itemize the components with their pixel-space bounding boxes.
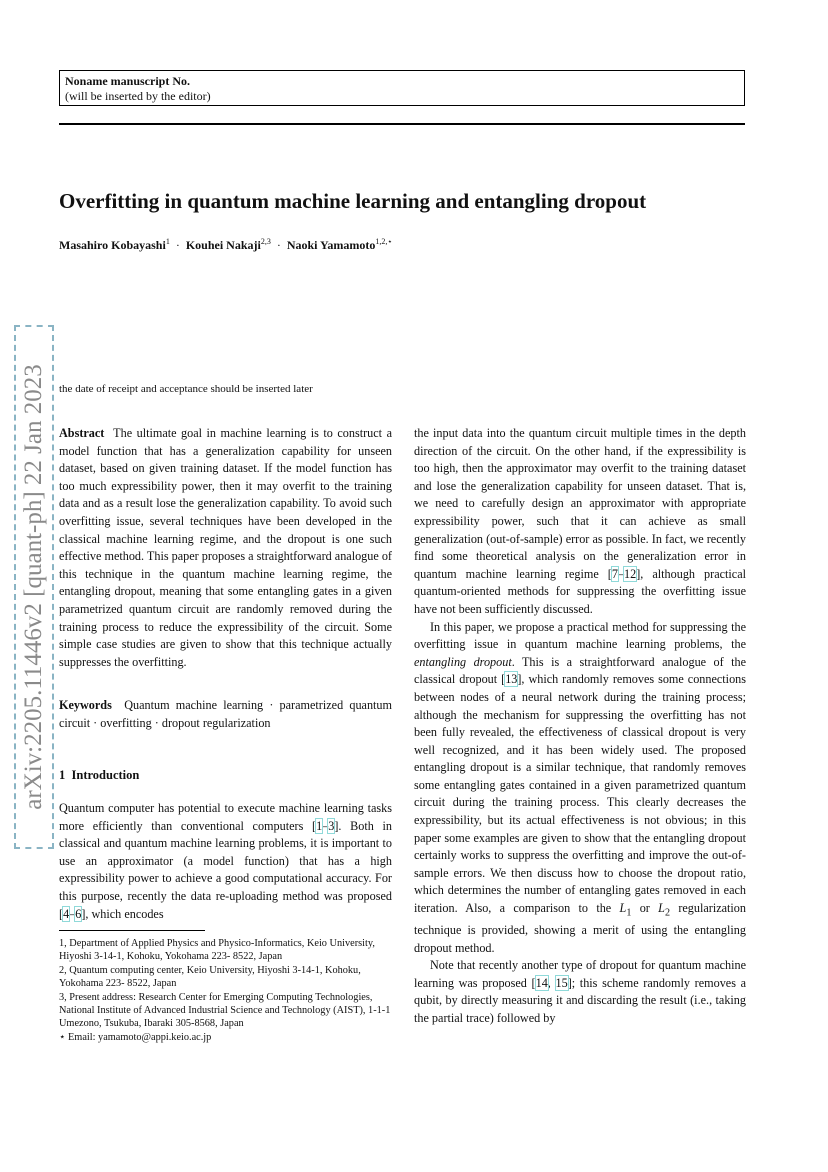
author-separator: · [175,238,180,252]
author-name: Masahiro Kobayashi [59,238,166,252]
body-text: ], although practical quantum-oriented methods for suppressing the overfitting issue have not been sufficiently discussed. [414,566,746,616]
affiliation-mark: 2,3 [260,237,271,246]
body-text: In this paper, we propose a practical method for suppressing the overfitting issue in quantum machine learning problems, the [414,619,746,652]
citation-link[interactable]: 3 [328,818,335,833]
arxiv-identifier[interactable]: arXiv:2205.11446v2 [quant-ph] 22 Jan 2023 [20,364,47,810]
math-subscript: 1 [626,907,632,919]
footnote-email: ⋆ Email: yamamoto@appi.keio.ac.jp [59,1031,212,1043]
author-name: Kouhei Nakaji [185,238,261,252]
intro-paragraph [59,800,392,923]
manuscript-number: Noname manuscript No. [65,74,190,88]
arxiv-stamp[interactable] [14,325,54,849]
body-text: Quantum computer has potential to execute machine learning tasks more efficiently than conventional computers [ [59,801,392,833]
section-number: 1 [59,768,66,782]
abstract-label: Abstract [59,426,105,440]
citation-link[interactable]: 13 [505,672,518,687]
body-text: – [617,566,625,581]
header-rule [59,123,745,125]
footnote-rule [59,930,205,931]
affiliation-mark: 1,2,⋆ [375,237,393,246]
math-symbol: L [619,901,627,916]
paragraph [414,425,746,619]
keywords-text: Quantum machine learning · parametrized quantum circuit · overfitting · dropout regularization [59,698,392,730]
editor-note: (will be inserted by the editor) [65,89,211,103]
footnote-affiliation-2: 2, Quantum computing center, Keio University, Hiyoshi 3-14-1, Kohoku, Yokohama 223- 8522, Japan [59,964,361,990]
body-text: ], which encodes [81,906,164,921]
keywords-label: Keywords [59,698,112,712]
abstract [59,425,392,671]
body-text: ], which randomly removes some connections between nodes of a neural network during the training process; although the mechanism for suppressing the overfitting has not been fully revealed, the effectiveness of classical dropout is very well recognized, and it has been widely used. The proposed entangling dropout is a similar technique, that randomly removes some entangling gates contained in a given parametrized quantum circuit during the training process. This clearly decreases the expressibility, but its actual effectiveness is not obvious; in this paper some examples are given to show that the entangling dropout certainly works to suppress the overfitting and improve the out-of-sample errors. We then discuss how to choose the dropout ratio, which determines the number of entangling gates removed in each iteration. Also, a comparison to the [414,672,746,916]
footnote-affiliation-1: 1, Department of Applied Physics and Physico-Informatics, Keio University, Hiyoshi 3-14-1, Kohoku, Yokohama 223- 8522, Japan [59,938,375,963]
footnote-affiliation-3: 3, Present address: Research Center for Emerging Computing Technologies, National Institute of Advanced Industrial Science and Technology (AIST), 1-1-1 Umezono, Tsukuba, Ibaraki 305-8568, Japan [59,991,391,1030]
body-text: regularization technique is provided, showing a merit of using the entangling dropout method. [414,901,746,955]
citation-link[interactable]: 6 [75,906,82,921]
body-text: the input data into the quantum circuit multiple times in the depth direction of the circuit. On the other hand, if the expressibility is too high, then the approximator may overfit to the training dataset and lose the generalization capability for unseen dataset. That is, we need to carefully design an approximator with appropriate expressibility power, such that it can achieve as small generalization (out-of-sample) error as possible. In fact, we recently find some theoretical analysis on the generalization error in quantum machine learning regime [ [414,426,746,581]
math-subscript: 2 [664,907,671,919]
math-symbol: L [658,901,665,916]
citation-link[interactable]: 12 [624,566,637,581]
footnotes [59,937,392,1044]
section-heading [59,768,139,783]
affiliation-mark: 1 [165,237,170,246]
citation-link[interactable]: 4 [63,906,70,921]
receipt-note: the date of receipt and acceptance should be inserted later [59,383,313,395]
keywords [59,697,392,732]
author-separator: · [276,238,281,252]
body-text: – [322,818,329,833]
editor-note-box [59,70,745,106]
citation-link[interactable]: 14 [535,975,548,990]
body-text: , [547,975,556,990]
abstract-text: The ultimate goal in machine learning is to construct a model function that has a generalization capability for unseen dataset, based on given training dataset. If the model function has too much expressibility power, then it may overfit to the training data and as a result lose the generalization capability. To avoid such overfitting issue, several techniques have been developed in the classical machine learning regime, and the dropout is one such effective method. This paper proposes a straightforward analogue of this technique in the quantum machine learning regime, the entangling dropout, meaning that some entangling gates in a given parametrized quantum circuit are randomly removed during the training process to reduce the expressibility of the circuit. Some simple case studies are given to show that this technique actually suppresses the overfitting. [59,426,392,669]
right-column [414,425,746,1028]
citation-link[interactable]: 7 [611,566,618,581]
citation-link[interactable]: 15 [555,975,568,990]
emphasis-text: entangling dropout [414,654,512,669]
author-list [59,233,759,254]
paragraph [414,619,746,958]
body-text: . This is a straightforward analogue of the classical dropout [ [414,654,746,687]
body-text: or [631,901,659,916]
citation-link[interactable]: 1 [316,818,323,833]
body-text: ]. Both in classical and quantum machine learning problems, it is important to use an approximator (a model function) that has a high expressibility power to achieve a good computational accuracy. For this purpose, recently the data re-uploading method was proposed [ [59,818,392,921]
paper-title: Overfitting in quantum machine learning and entangling dropout [59,189,647,213]
author-name: Naoki Yamamoto [286,238,376,252]
body-text: – [69,906,76,921]
body-text: Note that recently another type of dropout for quantum machine learning was proposed [ [414,958,746,990]
section-title: Introduction [71,768,140,782]
body-text: ]; this scheme randomly removes a qubit, by directly measuring it and discarding the result (i.e., taking the partial trace) followed by [414,975,747,1026]
paragraph [414,957,746,1027]
